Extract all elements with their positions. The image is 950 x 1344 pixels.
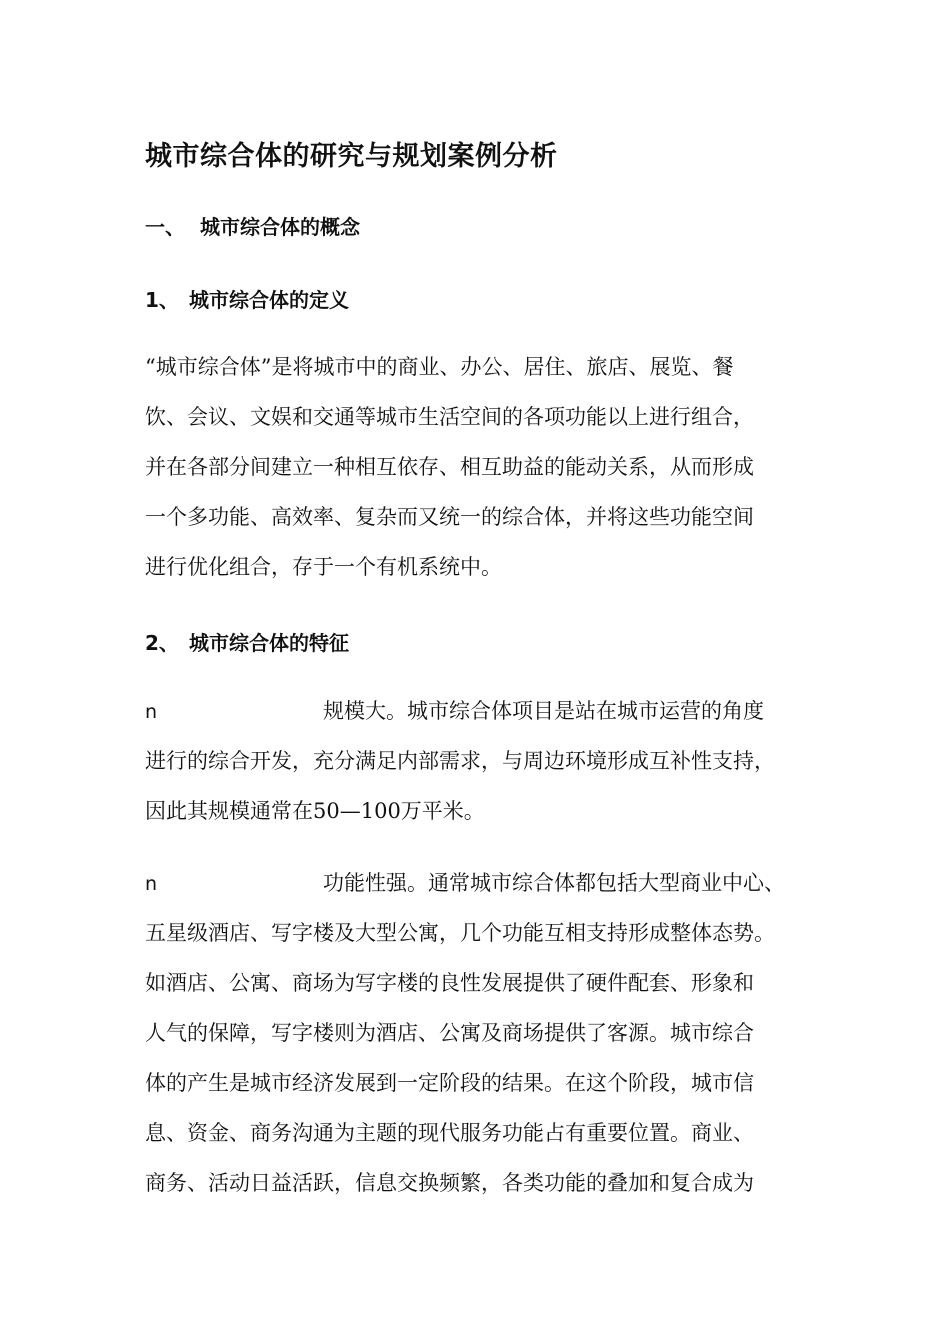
paragraph-line: 一个多功能、高效率、复杂而又统一的综合体，并将这些功能空间 <box>145 505 754 529</box>
paragraph-line: 并在各部分间建立一种相互依存、相互助益的能动关系，从而形成 <box>145 455 754 479</box>
paragraph-line: 五星级酒店、写字楼及大型公寓，几个功能互相支持形成整体态势。 <box>145 921 775 945</box>
paragraph-line: 商务、活动日益活跃，信息交换频繁，各类功能的叠加和复合成为 <box>145 1171 754 1195</box>
section-number: 一、 <box>145 215 185 239</box>
paragraph-line: 体的产生是城市经济发展到一定阶段的结果。在这个阶段，城市信 <box>145 1071 754 1095</box>
paragraph-line: 功能性强。通常城市综合体都包括大型商业中心、 <box>323 871 785 895</box>
paragraph-line: 如酒店、公寓、商场为写字楼的良性发展提供了硬件配套、形象和 <box>145 971 754 995</box>
bullet-marker: n <box>145 701 158 723</box>
subsection-heading-2 <box>145 627 349 656</box>
paragraph-line: 因此其规模通常在50—100万平米。 <box>145 799 485 823</box>
subsection-text: 城市综合体的定义 <box>189 288 349 312</box>
paragraph-line: 息、资金、商务沟通为主题的现代服务功能占有重要位置。商业、 <box>145 1121 754 1145</box>
paragraph-line: 人气的保障，写字楼则为酒店、公寓及商场提供了客源。城市综合 <box>145 1021 754 1045</box>
subsection-heading-1 <box>145 284 349 313</box>
bullet-paragraph-function <box>145 858 815 1208</box>
paragraph-line: “城市综合体”是将城市中的商业、办公、居住、旅店、展览、餐 <box>145 355 734 379</box>
subsection-number: 2、 <box>145 631 179 655</box>
paragraph-line: 规模大。城市综合体项目是站在城市运营的角度 <box>323 699 764 723</box>
paragraph-line: 饮、会议、文娱和交通等城市生活空间的各项功能以上进行组合， <box>145 405 754 429</box>
subsection-number: 1、 <box>145 288 179 312</box>
document-title: 城市综合体的研究与规划案例分析 <box>145 141 558 172</box>
paragraph-line: 进行优化组合，存于一个有机系统中。 <box>145 555 502 579</box>
paragraph-line: 进行的综合开发，充分满足内部需求，与周边环境形成互补性支持， <box>145 749 775 773</box>
section-heading-1 <box>145 211 360 240</box>
bullet-marker: n <box>145 873 158 895</box>
definition-paragraph <box>145 342 815 592</box>
bullet-paragraph-scale <box>145 686 815 836</box>
section-text: 城市综合体的概念 <box>200 215 360 239</box>
subsection-text: 城市综合体的特征 <box>189 631 349 655</box>
